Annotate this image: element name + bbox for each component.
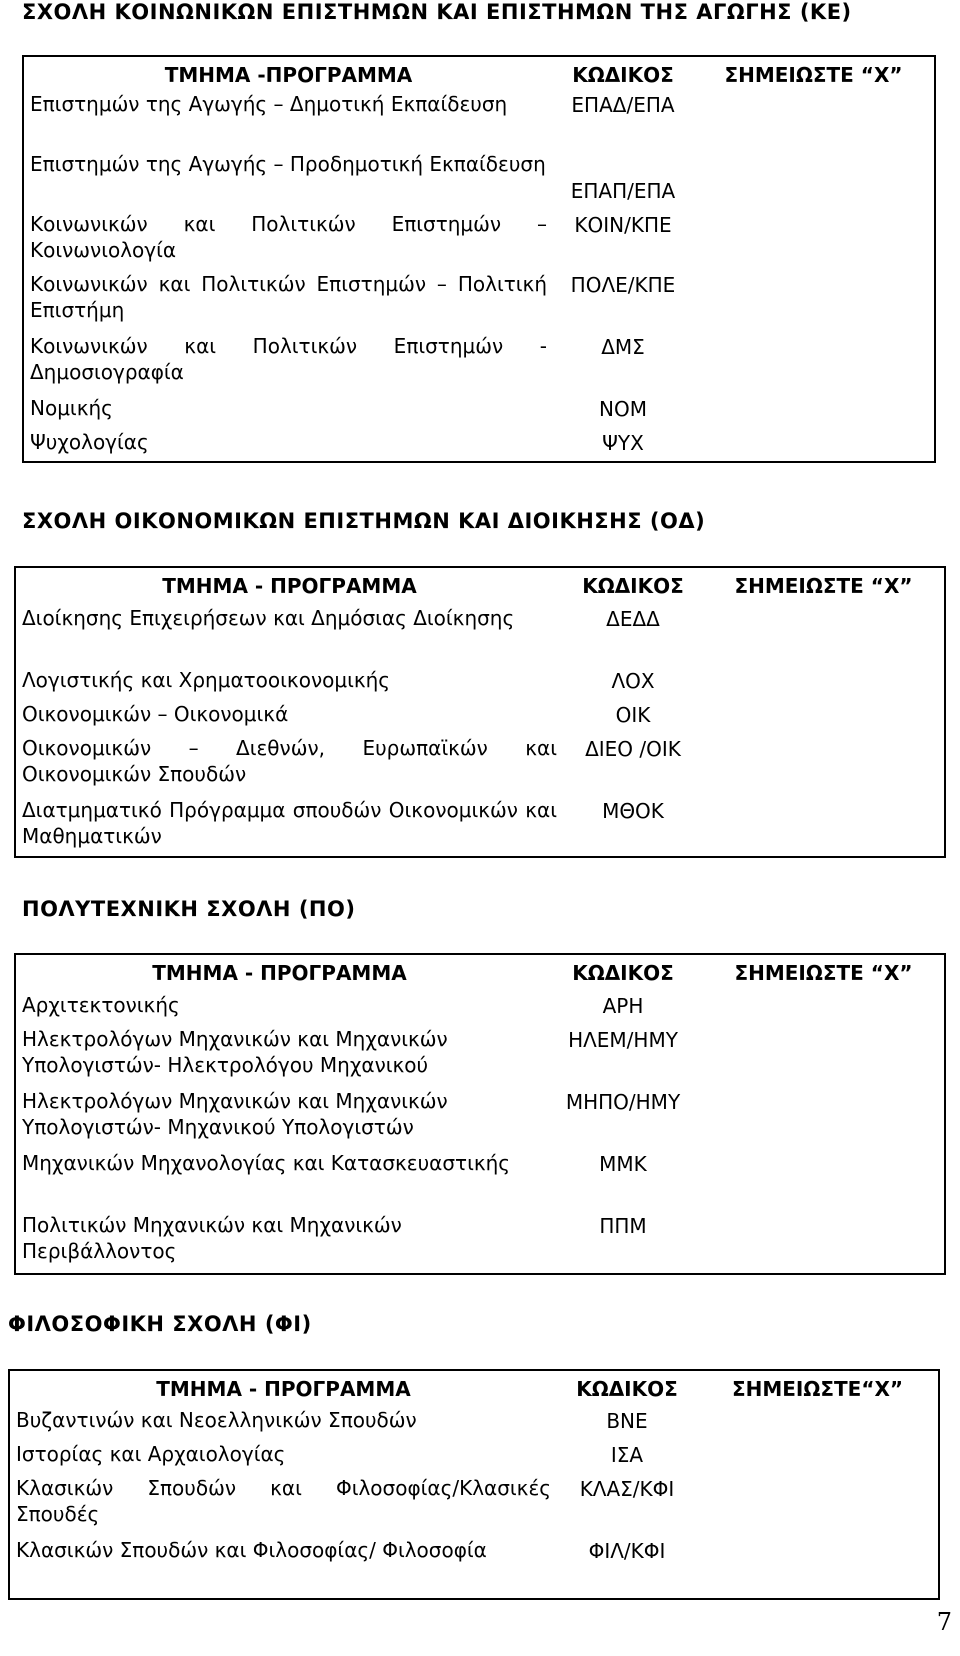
mark-cell[interactable] — [693, 331, 935, 393]
mark-cell[interactable] — [693, 209, 935, 269]
code-cell: ΦΙΛ/ΚΦΙ — [588, 1539, 666, 1563]
program-cell: Αρχιτεκτονικής — [22, 993, 180, 1017]
table-row — [15, 1086, 945, 1148]
program-cell: Ηλεκτρολόγων Μηχανικών και Μηχανικών Υπολογιστών- Ηλεκτρολόγου Μηχανικού — [22, 1027, 448, 1077]
program-cell: Ψυχολογίας — [30, 430, 149, 454]
table-header-row — [23, 56, 935, 89]
code-column-header: ΚΩΔΙΚΟΣ — [582, 574, 684, 598]
table-header-row — [9, 1370, 939, 1405]
program-cell: Μηχανικών Μηχανολογίας και Κατασκευαστικής — [22, 1151, 511, 1175]
code-cell: ΒΝΕ — [606, 1409, 648, 1433]
code-cell: ΜΗΠΟ/ΗΜΥ — [565, 1090, 681, 1114]
code-cell: ΠΠΜ — [599, 1214, 647, 1238]
mark-cell[interactable] — [703, 795, 945, 857]
programs-table-po — [14, 953, 946, 1275]
code-column-header: ΚΩΔΙΚΟΣ — [576, 1377, 678, 1401]
table-row — [15, 795, 945, 857]
code-cell: ΔΕΔΔ — [606, 607, 660, 631]
program-cell: Κοινωνικών και Πολιτικών Επιστημών – Πολιτική Επιστήμη — [30, 272, 547, 322]
table-row — [23, 331, 935, 393]
program-cell: Ηλεκτρολόγων Μηχανικών και Μηχανικών Υπολογιστών- Μηχανικού Υπολογιστών — [22, 1089, 448, 1139]
mark-cell[interactable] — [703, 665, 945, 699]
mark-cell[interactable] — [697, 1473, 939, 1535]
code-cell: ΑΡΗ — [602, 994, 644, 1018]
mark-cell[interactable] — [697, 1405, 939, 1439]
school-heading-po: ΠΟΛΥΤΕΧΝΙΚΗ ΣΧΟΛΗ (ΠΟ) — [22, 897, 356, 921]
table-row — [23, 209, 935, 269]
program-cell: Διατμηματικό Πρόγραμμα σπουδών Οικονομικών και Μαθηματικών — [22, 798, 557, 848]
program-cell: Νομικής — [30, 396, 113, 420]
table-row — [23, 269, 935, 331]
program-cell: Επιστημών της Αγωγής – Δημοτική Εκπαίδευση — [30, 92, 508, 116]
table-row — [23, 149, 935, 209]
code-column-header: ΚΩΔΙΚΟΣ — [572, 63, 674, 87]
mark-column-header: ΣΗΜΕΙΩΣΤΕ “Χ” — [734, 961, 913, 985]
code-cell: ΠΟΛΕ/ΚΠΕ — [570, 273, 676, 297]
program-cell: Κλασικών Σπουδών και Φιλοσοφίας/Κλασικές Σπουδές — [16, 1476, 551, 1526]
code-cell: ΕΠΑΠ/ΕΠΑ — [570, 179, 676, 203]
program-column-header: ΤΜΗΜΑ -ΠΡΟΓΡΑΜΜΑ — [164, 63, 413, 87]
code-cell: ΟΙΚ — [615, 703, 651, 727]
programs-table-fi — [8, 1369, 940, 1600]
code-cell: ΙΣΑ — [610, 1443, 644, 1467]
mark-cell[interactable] — [693, 269, 935, 331]
table-row — [15, 665, 945, 699]
code-cell: ΕΠΑΔ/ΕΠΑ — [571, 93, 675, 117]
table-row — [9, 1405, 939, 1439]
code-cell: ΝΟΜ — [599, 397, 647, 421]
table-row — [15, 1210, 945, 1274]
page-number: 7 — [936, 1608, 952, 1636]
code-cell: ΗΛΕΜ/ΗΜΥ — [568, 1028, 678, 1052]
mark-cell[interactable] — [703, 1210, 945, 1274]
code-cell: ΨΥΧ — [602, 431, 644, 455]
mark-cell[interactable] — [703, 1086, 945, 1148]
table-row — [15, 733, 945, 795]
mark-cell[interactable] — [703, 1148, 945, 1210]
program-cell: Κοινωνικών και Πολιτικών Επιστημών – Κοινωνιολογία — [30, 212, 547, 262]
program-cell: Οικονομικών – Οικονομικά — [22, 702, 289, 726]
program-column-header: ΤΜΗΜΑ - ΠΡΟΓΡΑΜΜΑ — [156, 1377, 411, 1401]
program-cell: Επιστημών της Αγωγής – Προδημοτική Εκπαίδευση — [30, 152, 546, 176]
program-cell: Ιστορίας και Αρχαιολογίας — [16, 1442, 286, 1466]
program-cell: Κοινωνικών και Πολιτικών Επιστημών - Δημοσιογραφία — [30, 334, 547, 384]
programs-table-ke — [22, 55, 936, 463]
program-cell: Οικονομικών – Διεθνών, Ευρωπαϊκών και Οικονομικών Σπουδών — [22, 736, 557, 786]
mark-column-header: ΣΗΜΕΙΩΣΤΕ “Χ” — [724, 63, 903, 87]
mark-cell[interactable] — [693, 393, 935, 427]
mark-cell[interactable] — [697, 1535, 939, 1599]
mark-column-header: ΣΗΜΕΙΩΣΤΕ“Χ” — [731, 1377, 904, 1401]
mark-cell[interactable] — [703, 990, 945, 1024]
program-cell: Βυζαντινών και Νεοελληνικών Σπουδών — [16, 1408, 417, 1432]
code-cell: ΔΙΕΟ /ΟΙΚ — [585, 737, 681, 761]
school-heading-fi: ΦΙΛΟΣΟΦΙΚΗ ΣΧΟΛΗ (ΦΙ) — [8, 1312, 312, 1336]
code-cell: ΔΜΣ — [601, 335, 645, 359]
table-row — [9, 1439, 939, 1473]
program-cell: Διοίκησης Επιχειρήσεων και Δημόσιας Διοίκησης — [22, 606, 515, 630]
code-cell: ΜΘΟΚ — [602, 799, 664, 823]
code-column-header: ΚΩΔΙΚΟΣ — [572, 961, 674, 985]
code-cell: ΚΛΑΣ/ΚΦΙ — [579, 1477, 675, 1501]
table-row — [9, 1535, 939, 1599]
code-cell: ΜΜΚ — [599, 1152, 647, 1176]
mark-cell[interactable] — [703, 699, 945, 733]
mark-cell[interactable] — [693, 89, 935, 149]
table-row — [15, 603, 945, 665]
mark-cell[interactable] — [697, 1439, 939, 1473]
code-cell: ΚΟΙΝ/ΚΠΕ — [574, 213, 672, 237]
program-column-header: ΤΜΗΜΑ - ΠΡΟΓΡΑΜΜΑ — [162, 574, 417, 598]
mark-cell[interactable] — [703, 733, 945, 795]
table-row — [15, 1024, 945, 1086]
mark-cell[interactable] — [703, 1024, 945, 1086]
mark-column-header: ΣΗΜΕΙΩΣΤΕ “Χ” — [734, 574, 913, 598]
table-row — [23, 427, 935, 462]
mark-cell[interactable] — [693, 149, 935, 209]
table-row — [15, 699, 945, 733]
table-row — [23, 393, 935, 427]
table-header-row — [15, 567, 945, 603]
table-row — [15, 1148, 945, 1210]
program-cell: Πολιτικών Μηχανικών και Μηχανικών Περιβάλλοντος — [22, 1213, 402, 1263]
mark-cell[interactable] — [703, 603, 945, 665]
programs-table-od — [14, 566, 946, 858]
program-column-header: ΤΜΗΜΑ - ΠΡΟΓΡΑΜΜΑ — [152, 961, 407, 985]
mark-cell[interactable] — [693, 427, 935, 462]
table-header-row — [15, 954, 945, 990]
school-heading-od: ΣΧΟΛΗ ΟΙΚΟΝΟΜΙΚΩΝ ΕΠΙΣΤΗΜΩΝ ΚΑΙ ΔΙΟΙΚΗΣΗΣ (ΟΔ) — [22, 509, 706, 533]
program-cell: Λογιστικής και Χρηματοοικονομικής — [22, 668, 391, 692]
table-row — [23, 89, 935, 149]
program-cell: Κλασικών Σπουδών και Φιλοσοφίας/ Φιλοσοφία — [16, 1538, 487, 1562]
table-row — [9, 1473, 939, 1535]
table-row — [15, 990, 945, 1024]
code-cell: ΛΟΧ — [611, 669, 655, 693]
school-heading-ke: ΣΧΟΛΗ ΚΟΙΝΩΝΙΚΩΝ ΕΠΙΣΤΗΜΩΝ ΚΑΙ ΕΠΙΣΤΗΜΩΝ ΤΗΣ ΑΓΩΓΗΣ (ΚΕ) — [22, 0, 852, 24]
